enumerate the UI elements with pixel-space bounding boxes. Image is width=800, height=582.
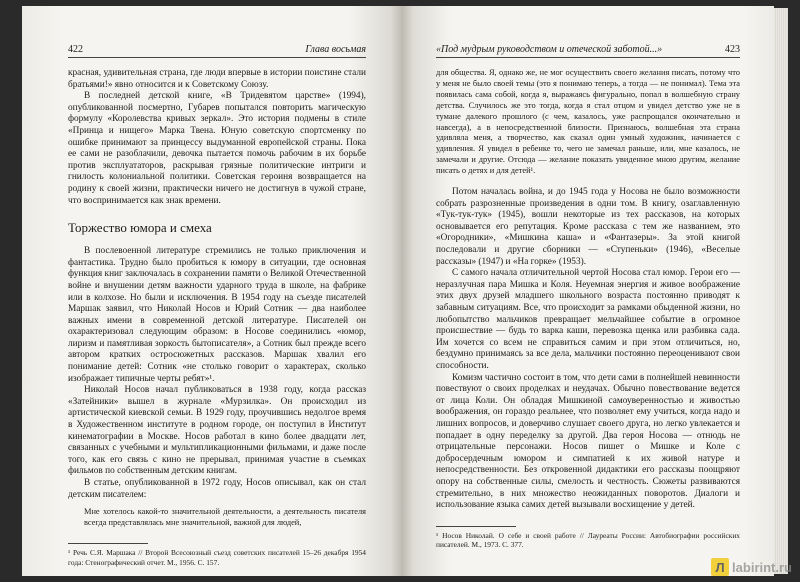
- paragraph: В статье, опубликованной в 1972 году, Носов описывал, как он стал детским писателем:: [68, 478, 366, 500]
- section-heading: Торжество юмора и смеха: [68, 220, 212, 236]
- paragraph: Комизм частично состоит в том, что дети сами в полнейшей невинности повествуют о своих проделках и неудачах. Обычно повествование ведется от лица Коли. Он обладая Мишкиной самоуверенностью и живостью воображения, он гораздо реальнее, что позволяет ему учиться, когда надо и лишних вопросов, и доверчиво слушает своего друга, но легко увлекается и попадает в одну переделку за другой. Два героя Носова — отнюдь не отрицательные персонажи. Носов пишет о Мишке и Коле с добросердечным юмором и симпатией к их живой натуре и непосредственности. Без откровенной дидактики его рассказы поощряют опору на собственные силы, смелость и честность. Сюжеты развиваются стремительно, в них множество неожиданных поворотов. Диалоги и использование языка самих детей вызывали восхищение у детей.: [436, 372, 740, 511]
- footnote-rule: [68, 543, 148, 544]
- watermark-text: labirint.ru: [732, 559, 792, 575]
- running-head: «Под мудрым руководством и отеческой заботой...»: [436, 44, 663, 55]
- quote-text: Мне хотелось какой-то значительной деятельности, а деятельность писателя всегда представлялась мне значительной, важной для людей,: [84, 507, 366, 528]
- page-number: 423: [725, 44, 740, 55]
- footnote: ¹ Речь С.Я. Маршака // Второй Всесоюзный съезд советских писателей 15–26 декабря 1954 года: Стенографический отчет. М., 1956. С. 157.: [68, 548, 366, 567]
- quote-text: для общества. Я, однако же, не мог осуществить своего желания писать, потому что у меня не было своей темы (это я понимаю теперь, а тогда — не понимал). Тема эта появилась сама собой, когда я, выражаясь фигурально, попал в волшебную страну детства. Случилось же это тогда, когда я стал отцом и увидел детство уже не в тумане далекого прошлого (с чем, казалось, уже распрощался окончательно и навсегда), а в непосредственной близости. Признаюсь, волшебная эта страна удивляла меня, а творчество, как сказал один умный художник, начинается с удивления. Я увидел в ребенке то, чего не замечал раньше, или, мне казалось, не замечали и другие. Отсюда — желание показать увиденное мною другим, желание писать о детях и для детей¹.: [436, 68, 740, 176]
- watermark: [711, 558, 792, 576]
- paragraph: В последней детской книге, «В Тридевятом царстве» (1994), опубликованной посмертно, Губарев попытался повторить магическую формулу «Королевства кривых зеркал». Это история подмены в стиле «Принца и нищего» Марка Твена. Юную советскую спортсменку по ошибке принимают за принцессу выдуманной европейской страны. Пока ее сами не разоблачили, девочка пытается помочь рабочим в их борьбе против эксплуататоров, раскрывая грязные политические интриги и гнилость колониальной политики. Советская героиня возвращается на родину к своей жизни, практически ничего не достигнув в чужой стране, что воспринимается как знак времени.: [68, 91, 366, 206]
- paragraph: С самого начала отличительной чертой Носова стал юмор. Герои его — неразлучная пара Мишка и Коля. Неуемная энергия и живое воображение этих двух друзей младшего школьного возраста постоянно приводят к забавным ситуациям. Все, что происходит за рамками обыденной жизни, но любопытство мальчиков превращает мельчайшее событие в огромное происшествие — будь то варка каши, перевозка щенка или разбивка сада. Им хочется со всем не справиться самим и при этом отличиться, но, бездумно принимаясь за все дела, мальчики постоянно переоценивают свои способности.: [436, 268, 740, 371]
- left-page-header: [68, 44, 366, 58]
- right-page-header: [436, 44, 740, 58]
- paragraph: Потом началась война, и до 1945 года у Носова не было возможности собрать разрозненные произведения в одни том. В книгу, озаглавленную «Тук-тук-тук» (1945), вошли некоторые из тех рассказов, на которых основывается его репутация. Кроме рассказа с тем же названием, это «Огородники», «Мишкина каша» и «Фантазеры». За этой книгой последовали и другие сборники — «Ступеньки» (1946), «Веселые рассказы» (1947) и «На горке» (1953).: [436, 187, 740, 267]
- labirint-logo-icon: Л: [711, 558, 729, 576]
- block-quote: [436, 68, 740, 177]
- footnote-rule: [436, 526, 516, 527]
- paragraph: В послевоенной литературе стремились не только приключения и фантастика. Трудно было пробиться к юмору в ситуации, где основная функция книг заключалась в сохранении памяти о Великой Отечественной войне и внушении детям важности ударного труда в школе, на фабрике или в колхозе. Но были и исключения. В 1954 году на съезде писателей Маршак заявил, что Николай Носов и Юрий Сотник — два наиболее важных имени в современной детской литературе. Писателей он охарактеризовал следующим образом: в Носове соединились «юмор, лиризм и памятливая зоркость бытописателя», а Сотник был прежде всего автором кратких остросюжетных рассказов. Маршак хвалил его понимание детей: Сотник «не столько говорит о характерах, сколько изображает типичные черты ребят»¹.: [68, 246, 366, 384]
- right-page: [402, 6, 774, 576]
- left-page: [22, 6, 402, 576]
- chapter-title: Глава восьмая: [305, 44, 366, 55]
- paragraph: красная, удивительная страна, где люди впервые в истории поистине стали братьями!» явно относится и к Советскому Союзу.: [68, 68, 366, 90]
- page-number: 422: [68, 44, 83, 55]
- page-edges: [774, 8, 788, 574]
- paragraph: Николай Носов начал публиковаться в 1938 году, когда рассказ «Затейники» вышел в журнале «Мурзилка». Он происходил из артистической киевской семьи. В 1929 году, проучившись недолгое время в Художественном институте в родном городе, он поступил в Институт кинематографии в Москве. Носов работал в кино более двадцати лет, связанных с учебными и мультипликационными фильмами, и даже после того, как его связь с кино не прерывал, принимая участие в съемках фильмов по собственным детским книгам.: [68, 385, 366, 477]
- footnote: ¹ Носов Николай. О себе и своей работе // Лауреаты России: Автобиографии российских писателей. М., 1973. С. 377.: [436, 530, 740, 550]
- block-quote: [84, 507, 366, 529]
- book-spread: [22, 6, 782, 576]
